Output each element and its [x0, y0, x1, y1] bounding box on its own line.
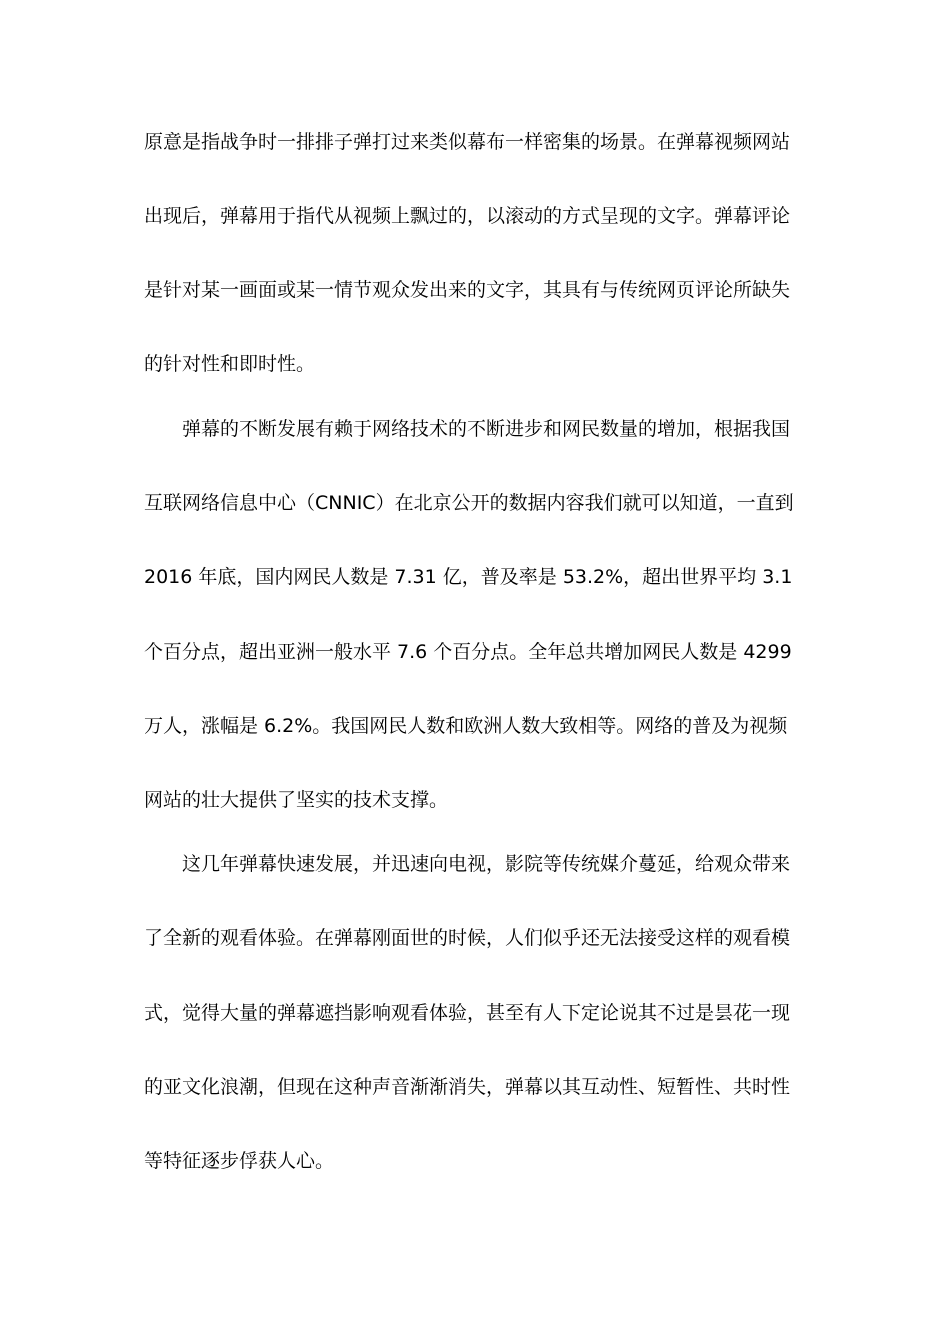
paragraph-3-line-3: 式，觉得大量的弹幕遮挡影响观看体验，甚至有人下定论说其不过是昙花一现 [144, 1002, 791, 1024]
paragraph-3-line-2: 了全新的观看体验。在弹幕刚面世的时候，人们似乎还无法接受这样的观看模 [144, 927, 791, 949]
paragraph-2-line-6: 网站的壮大提供了坚实的技术支撑。 [144, 789, 449, 811]
paragraph-3-line-4: 的亚文化浪潮，但现在这种声音渐渐消失，弹幕以其互动性、短暂性、共时性 [144, 1076, 791, 1098]
paragraph-1-line-2: 出现后，弹幕用于指代从视频上飘过的，以滚动的方式呈现的文字。弹幕评论 [144, 205, 791, 227]
paragraph-2-line-5: 万人，涨幅是 6.2%。我国网民人数和欧洲人数大致相等。网络的普及为视频 [144, 715, 788, 737]
paragraph-3-line-5: 等特征逐步俘获人心。 [144, 1150, 335, 1172]
paragraph-2-line-4: 个百分点，超出亚洲一般水平 7.6 个百分点。全年总共增加网民人数是 4299 [144, 641, 792, 663]
paragraph-1-line-1: 原意是指战争时一排排子弹打过来类似幕布一样密集的场景。在弹幕视频网站 [144, 131, 791, 153]
paragraph-1-line-4: 的针对性和即时性。 [144, 353, 316, 375]
paragraph-2-line-2: 互联网络信息中心（CNNIC）在北京公开的数据内容我们就可以知道，一直到 [144, 492, 794, 514]
paragraph-2-line-1: 弹幕的不断发展有赖于网络技术的不断进步和网民数量的增加，根据我国 [182, 418, 791, 440]
paragraph-1-line-3: 是针对某一画面或某一情节观众发出来的文字，其具有与传统网页评论所缺失 [144, 279, 791, 301]
paragraph-2-line-3: 2016 年底，国内网民人数是 7.31 亿，普及率是 53.2%，超出世界平均 3.1 [144, 566, 793, 588]
paragraph-3-line-1: 这几年弹幕快速发展，并迅速向电视，影院等传统媒介蔓延，给观众带来 [182, 853, 791, 875]
